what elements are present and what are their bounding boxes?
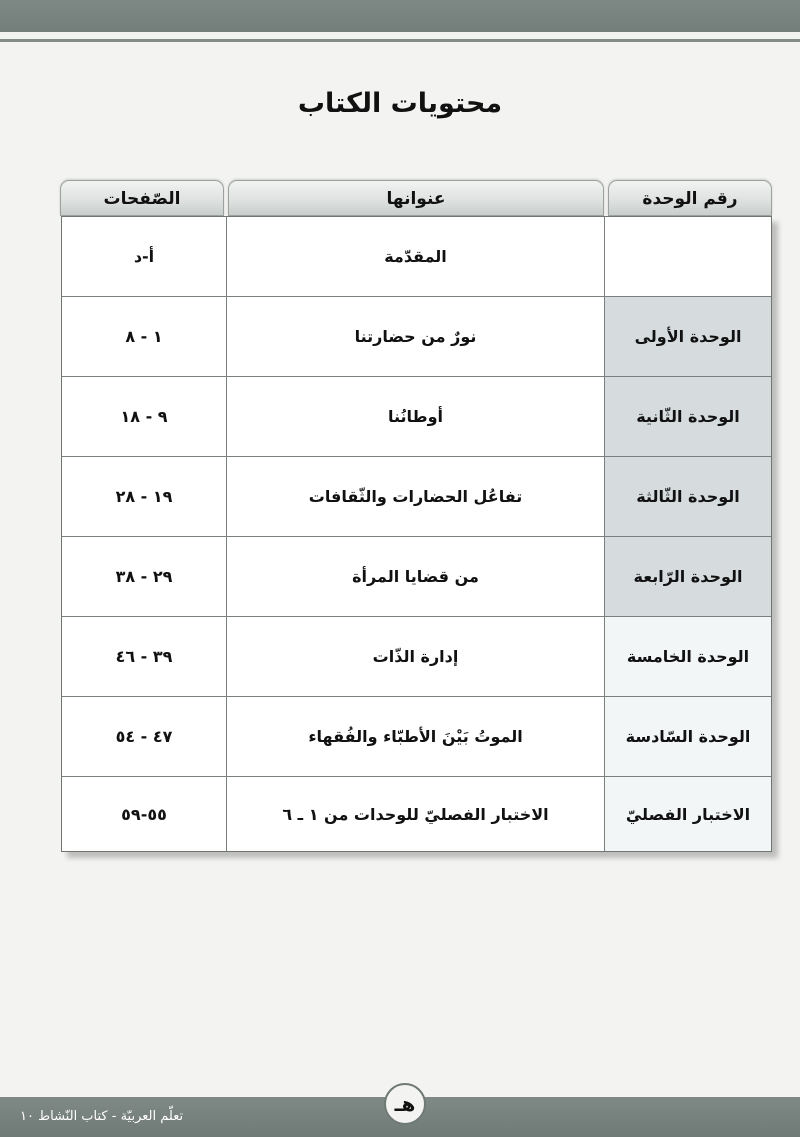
top-decorative-line [0, 39, 800, 42]
table-row-unit-5 [62, 617, 771, 697]
row-pages-cell: ٥٥-٥٩ [121, 804, 167, 824]
row-title-cell: نورٌ من حضارتنا [226, 297, 604, 376]
table-row-unit-3 [62, 457, 771, 537]
table-body [61, 216, 772, 852]
footer-book-title: تعلّم العربيّة - كتاب النّشاط ١٠ [20, 1109, 184, 1124]
row-title-cell: تفاعُل الحضارات والثّقافات [226, 457, 604, 536]
row-unit-cell: الوحدة الرّابعة [604, 537, 771, 616]
row-title-cell: الاختبار الفصليّ للوحدات من ١ ـ ٦ [226, 777, 604, 851]
row-title-cell: المقدّمة [226, 217, 604, 296]
table-row-unit-6 [62, 697, 771, 777]
row-pages-cell: ٢٩ - ٣٨ [115, 567, 173, 586]
row-title-cell: من قضايا المرأة [226, 537, 604, 616]
row-unit-cell: الوحدة الأولى [604, 297, 771, 376]
row-pages-cell: ١ - ٨ [125, 327, 163, 346]
row-unit-cell [604, 217, 771, 296]
row-title-cell: إدارة الذّات [226, 617, 604, 696]
table-row-semester-exam [62, 777, 771, 851]
top-decorative-band [0, 0, 800, 32]
header-title: عنوانها [228, 180, 604, 216]
row-title-cell: أوطانُنا [226, 377, 604, 456]
table-row-unit-2 [62, 377, 771, 457]
page-number-badge: هـ [384, 1083, 426, 1125]
row-unit-cell: الاختبار الفصليّ [604, 777, 771, 851]
table-row-unit-1 [62, 297, 771, 377]
contents-table [61, 180, 772, 852]
table-row-unit-4 [62, 537, 771, 617]
row-unit-cell: الوحدة الثّانية [604, 377, 771, 456]
row-pages-cell: ٩ - ١٨ [120, 407, 168, 426]
row-pages-cell: أ-د [133, 247, 155, 266]
row-unit-cell: الوحدة السّادسة [604, 697, 771, 776]
table-row-introduction [62, 217, 771, 297]
row-unit-cell: الوحدة الخامسة [604, 617, 771, 696]
row-pages-cell: ٤٧ - ٥٤ [115, 727, 173, 746]
header-unit-number: رقم الوحدة [608, 180, 772, 216]
row-unit-cell: الوحدة الثّالثة [604, 457, 771, 536]
row-pages-cell: ٣٩ - ٤٦ [115, 647, 173, 666]
row-title-cell: الموتُ بَيْنَ الأطبّاء والفُقهاء [226, 697, 604, 776]
table-header-row [61, 180, 772, 216]
row-pages-cell: ١٩ - ٢٨ [115, 487, 173, 506]
header-pages: الصّفحات [60, 180, 224, 216]
page-title: محتويات الكتاب [297, 88, 503, 119]
